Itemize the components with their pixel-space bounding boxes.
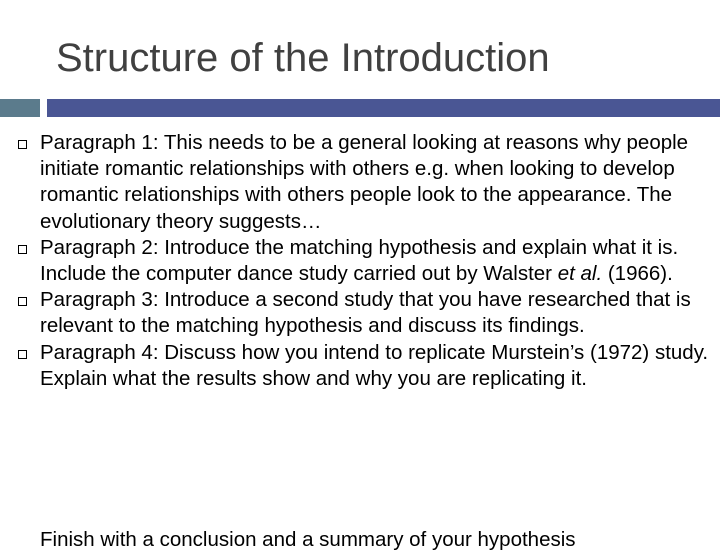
square-bullet-icon <box>18 140 27 149</box>
bullet-text: Paragraph 3: Introduce a second study that you have researched that is relevant to the matching hypothesis and discuss its findings. <box>40 288 691 338</box>
bullet-text: Paragraph 1: This needs to be a general looking at reasons why people initiate romantic relationships with others e.g. when looking to develop romantic relationships with others people look to the appearance. The evolutionary theory suggests… <box>40 131 689 233</box>
bullet-item <box>18 287 714 339</box>
square-bullet-icon <box>18 350 27 359</box>
bullet-text-italic: et al. <box>557 262 603 286</box>
cut-off-bullet-text: Finish with a conclusion and a summary of your hypothesis <box>40 528 576 551</box>
title-underline-accent-left <box>0 99 40 117</box>
bullet-text-end: (1966). <box>602 262 673 286</box>
bullet-item <box>18 130 714 235</box>
slide-title: Structure of the Introduction <box>56 36 550 80</box>
bullet-text: Paragraph 4: Discuss how you intend to replicate Murstein’s (1972) study. Explain what the results show and why you are replicating it. <box>40 340 709 390</box>
square-bullet-icon <box>18 245 27 254</box>
bullet-text: Paragraph 2: Introduce the matching hypothesis and explain what it is. Include the computer dance study carried out by Walster <box>40 235 679 286</box>
bullet-list <box>18 130 714 392</box>
title-underline-accent-right <box>47 99 720 117</box>
square-bullet-icon <box>18 297 27 306</box>
bullet-item <box>18 340 714 392</box>
bullet-item <box>18 235 714 287</box>
